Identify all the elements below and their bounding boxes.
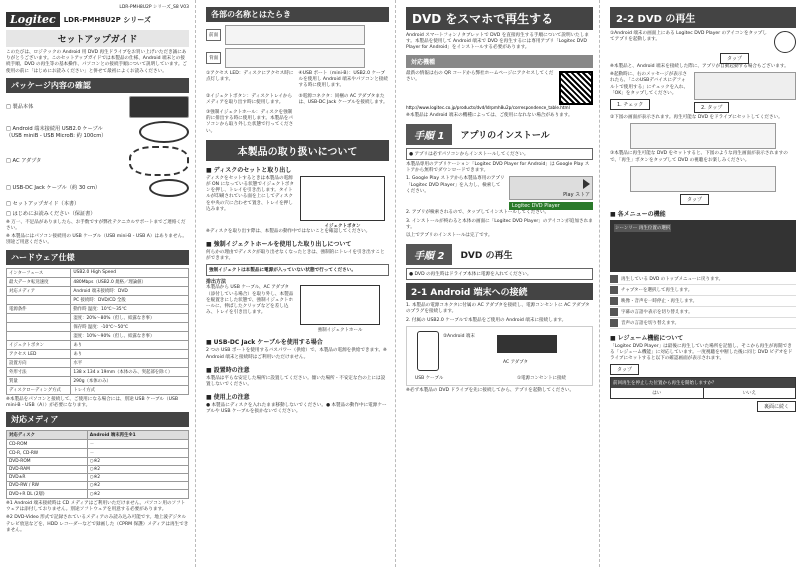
hardware-row <box>7 295 189 304</box>
continue-label: 裏面に続く <box>757 401 796 412</box>
step1-s3: 3. インストールが終わると本体の画面に「Logitec DVD Player」のアイコンが追加されます。 <box>406 218 593 230</box>
media-type: CD-ROM <box>7 440 88 449</box>
hardware-value: 水平 <box>71 358 189 367</box>
media-row <box>7 466 189 474</box>
hardware-key: イジェクトボタン <box>7 340 71 349</box>
step1-s1: 1. Google Play ストアから本製品専用のアプリ「Logitec DVD Player」を入力し、検索してください。 <box>406 176 505 194</box>
menu-label: シーンリー 再生位置の選択 <box>615 225 671 231</box>
sec21-note: ※必ず本製品の DVD ドライブを先に接続してから、アプリを起動してください。 <box>406 387 575 393</box>
player-screen-2 <box>630 166 776 192</box>
hardware-row <box>7 358 189 367</box>
column-4 <box>604 0 802 567</box>
media-type: DVD-RAM <box>7 466 88 474</box>
menu-icon <box>610 275 618 283</box>
dvd-s1b: ※本製品と、Android 端末を接続した際に、アプリが自動起動する場合もございます。 <box>610 64 789 69</box>
hardware-row <box>7 304 189 313</box>
hardware-row <box>7 313 189 322</box>
play-store-icon <box>583 179 590 189</box>
hardware-value: 保存時 温度：-10℃～50℃ <box>71 322 189 331</box>
media-support: ○※2 <box>87 482 188 490</box>
app-icon[interactable] <box>774 31 796 53</box>
resume-dialog-text: 前回再生を停止した位置から再生を開始しますか？ <box>611 378 795 388</box>
ac-adapter-image <box>129 146 189 176</box>
back-label: 背面 <box>206 52 221 64</box>
dc-cable-image <box>149 179 189 197</box>
hardware-value: あり <box>71 340 189 349</box>
os-label: 対応機種 <box>406 55 593 68</box>
player-screen-1 <box>630 123 776 149</box>
package-item: □ AC アダプタ <box>6 146 189 176</box>
hardware-key <box>7 313 71 322</box>
media-header: 対応メディア <box>6 412 189 427</box>
media-type: DVD-ROM <box>7 458 88 466</box>
drive-image <box>497 335 557 353</box>
media-type: DVD-RW / RW <box>7 482 88 490</box>
menu-row <box>610 274 796 285</box>
force-eject-image <box>300 285 380 325</box>
package-note: ※ 万一、不足品がありましたら、お手数ですが弊社テクニカルサポートまでご連絡ください。 <box>6 219 186 232</box>
hardware-key: 対応メディア <box>7 286 71 295</box>
hardware-row <box>7 340 189 349</box>
handling-header: 本製品の取り扱いについて <box>206 140 389 161</box>
menu-row <box>610 296 796 307</box>
usb-cable-image <box>139 121 189 143</box>
hardware-note: ※本製品をパソコンと接続して、ご使用になる場合には、別途 USB ケーブル（USB mini-B - USB（A））が必要になります。 <box>6 396 179 408</box>
part-desc: ④USB ポート（mini-B）：USB2.0 ケーブルを使用し Android 端末やパソコンと接続する時に使用します。 <box>298 71 388 89</box>
hardware-row <box>7 349 189 358</box>
disc-set-note: ※ディスクを取り出す際は、本製品の動作中ではないことを確認してください。 <box>206 228 371 234</box>
tap-button[interactable]: タップ <box>720 53 749 64</box>
hardware-key <box>7 322 71 331</box>
menu-icon <box>610 319 618 327</box>
step1 <box>406 124 593 145</box>
dvd-header: DVD をスマホで再生する <box>406 7 593 30</box>
media-type: DVD±R <box>7 474 88 482</box>
sec21-s1: 1. 本製品の電源コネクタに付属の AC アダプタを接続し、電源コンセントに AC アダプタのプラグを接続します。 <box>406 303 590 315</box>
menu-desc: 字幕の言語や表示を切り替えます。 <box>621 309 693 315</box>
media-row <box>7 474 189 482</box>
intro-text: このたびは、ロジテックの Android 用 DVD 再生ドライブをお買い上げいただき誠にありがとうございます。このセットアップガイドでは本製品の仕様、Android 端末との接続手順、DVD の再生等の基本操作、パソコンとの接続手順について説明しています。ご使用の前に「はじめにお読みください」と併せて最初によくお読みください。 <box>6 50 188 74</box>
tap-ok-button[interactable]: 2. タップ <box>694 102 729 113</box>
part-desc: ②イジェクトボタン：ディスクトレイからメディアを取り出す時に使用します。 <box>206 93 293 105</box>
disc-set-title: ■ ディスクのセットと取り出し <box>206 165 389 174</box>
connection-diagram <box>406 326 593 386</box>
hardware-row <box>7 286 189 295</box>
eject-button-label: イジェクトボタン <box>324 223 361 229</box>
step2-note: ● DVD の再生時はドライブ本体に電源を入れてください。 <box>406 268 593 280</box>
step1-text: 本製品専用のアプリケーション「Logitec DVD Player for Android」は Google Play ストアから無料でダウンロードできます。 <box>406 162 590 174</box>
usb-dc-text: 2 つの USB ポートを使用するバスパワー（供給）で、本製品の電源を供給できます。※ Android 端末と接続時はご利用いただけません。 <box>206 348 387 360</box>
package-item: □ セットアップガイド（本書） <box>6 200 80 207</box>
menu-screen <box>610 220 796 272</box>
package-note: ※ 本製品にはパソコン接続用の USB ケーブル（USB mini-B - USB A）はありません。別途ご用意ください。 <box>6 234 187 246</box>
hardware-row <box>7 322 189 331</box>
hardware-key: 設置方向 <box>7 358 71 367</box>
hardware-value: 290g（本体のみ） <box>71 376 189 385</box>
parts-header: 各部の名称とはたらき <box>206 7 389 22</box>
menu-icon <box>610 286 618 294</box>
no-button[interactable]: いいえ <box>742 391 756 397</box>
front-view-image <box>225 25 365 45</box>
usb-cable-label: USB ケーブル <box>415 375 444 381</box>
media-support: ○※2 <box>87 490 188 499</box>
media-table <box>6 430 189 499</box>
hardware-key: アクセス LED <box>7 349 71 358</box>
tray-image <box>300 176 385 221</box>
support-url[interactable]: http://www.logitec.co.jp/products/dvd/ldrpmh8u2p/correspondence_table.html <box>406 104 570 110</box>
hardware-key <box>7 331 71 340</box>
step1-title: アプリのインストール <box>460 131 550 142</box>
dvd-intro: Android スマートフォン / タブレットで DVD を直接再生する手順について説明いたします。本製品を使用して Android 端末で DVD を再生するには専用アプリ「Logitec DVD Player for Android」をインストールする必要があります。 <box>406 33 589 51</box>
guide-title: セットアップガイド <box>6 30 189 47</box>
force-eject-subtitle: 排出方法 <box>206 279 227 286</box>
step2 <box>406 244 593 265</box>
media-row <box>7 458 189 466</box>
media-support: ○※2 <box>87 474 188 482</box>
menu-desc: チャプターを選択して再生します。 <box>621 287 693 293</box>
back-view-image <box>225 48 365 68</box>
play-store-tile[interactable] <box>509 176 593 200</box>
step2-label: 手順 2 <box>406 244 452 265</box>
media-type: CD-R, CD-RW <box>7 449 88 458</box>
part-desc: ①アクセス LED：ディスクにアクセス時に点灯します。 <box>206 71 294 83</box>
qr-code <box>559 71 593 105</box>
force-eject-text: 何らかの理由でディスクが取り出せなくなったときは、強制的にトレイを引き出すことができます。 <box>206 250 385 262</box>
media-row <box>7 490 189 499</box>
menu-desc: 再生している DVD のトップメニューに戻ります。 <box>621 276 724 282</box>
drive-image <box>129 96 189 118</box>
step1-label: 手順 1 <box>406 124 452 145</box>
ac-adapter-label: AC アダプタ <box>503 359 528 365</box>
usage-text: ● 本製品にディスクを入れたまま移動しないでください。● 本製品の動作中に電源ケーブルや USB ケーブルを抜かないでください。 <box>206 403 387 415</box>
column-3 <box>400 0 600 567</box>
hardware-header: ハードウェア仕様 <box>6 250 189 265</box>
hardware-row <box>7 385 189 394</box>
yes-button[interactable]: はい <box>611 388 704 398</box>
hardware-value: トレイ方式 <box>71 385 189 394</box>
hardware-key: 外形寸法 <box>7 367 71 376</box>
section-2-1: 2-1 Android 端末への接続 <box>406 283 593 300</box>
part-desc: ⑤電源コネクタ：同梱の AC アダプタまたは、USB-DC Jack ケーブルを接続します。 <box>298 93 388 105</box>
package-item: □ Android 端末接続用 USB2.0 ケーブル（USB miniB - USB MicroB: 約 100cm） <box>6 121 189 143</box>
media-support: ○※2 <box>87 466 188 474</box>
hardware-value: 湿度：20%～80%（但し、結露なき事） <box>71 313 189 322</box>
resume-text: 「Logitec DVD Player」は最後に再生していた場所を記憶し、そこから再生が再開できる「レジューム機能」に対応しています。一度視聴を中断した後に同じ DVD ビデオをドライブにセットすると以下の確認画面が表示されます。 <box>610 343 793 362</box>
media-support: ○※2 <box>87 458 188 466</box>
hardware-value: PC 接続時：DVD/CD 全般 <box>71 295 189 304</box>
menu-icon <box>610 297 618 305</box>
resume-dialog <box>610 377 796 399</box>
os-text: 最新の情報は右の QR コードから弊社ホームページにアクセスしてください。 <box>406 70 554 82</box>
media-note: ※2 DVD-Video 形式で記録されているメディアのみ読み込み可能です。地上波デジタルテレビ放送などを、HDD レコーダーなどで録画した（CPRM 保護）メディアは再生できません。 <box>6 515 189 533</box>
package-item: □ はじめにお読みください（保証書） <box>6 210 96 217</box>
menu-row <box>610 285 796 296</box>
hardware-row <box>7 376 189 385</box>
dvd-s1: ①Android 端末の画面上にある Logitec DVD Player のアイコンをタップしてアプリを起動します。 <box>610 31 767 43</box>
series-code: LDR-PMH8U2P シリーズ_S8 V03 <box>119 5 189 10</box>
column-1 <box>0 0 196 567</box>
menu-row <box>610 307 796 318</box>
package-item: □ USB-DC Jack ケーブル（約 30 cm） <box>6 179 189 197</box>
hardware-value: 480Mbps（USB2.0 規格／理論値） <box>71 277 189 286</box>
section-2-2: 2-2 DVD の再生 <box>610 7 796 28</box>
force-eject-steps: 本製品から USB ケーブル、AC アダプタ（添付している場合）を取り外し、本製品を縦置きにした状態で、強制イジェクトホールに、伸ばしたクリップなどを差し込み、トレイを引き出します。 <box>206 285 294 316</box>
android-label: ②Android 端末 <box>443 333 475 339</box>
hardware-value: 138 x 134 x 19mm（本体のみ、突起部を除く） <box>71 367 189 376</box>
hardware-value: 湿度：10%～90%（但し、結露なき事） <box>71 331 189 340</box>
menu-list <box>610 274 796 329</box>
media-type: DVD+R DL (2層) <box>7 490 88 499</box>
usb-dialog-image <box>694 72 796 100</box>
check-button[interactable]: 1. チェック <box>610 99 650 110</box>
hardware-key: インターフェース <box>7 268 71 277</box>
step1-end: 以上でアプリのインストールは完了です。 <box>406 233 493 239</box>
menu-desc: 映像・音声を一時停止・再生します。 <box>621 298 698 304</box>
step2-title: DVD の再生 <box>460 251 513 262</box>
usb-dc-title: ■ USB-DC Jack ケーブルを使用する場合 <box>206 337 389 346</box>
hardware-key <box>7 295 71 304</box>
hardware-value: あり <box>71 349 189 358</box>
menu-icon <box>610 308 618 316</box>
step1-note: ● アプリは必ずパソコンからインストールしてください。 <box>406 148 593 160</box>
media-support: － <box>87 449 188 458</box>
dvd-s2: ②下図の画面が表示されます。再生可能な DVD をドライブにセットしてください。 <box>610 115 783 121</box>
media-col-disc: 対応ディスク <box>7 431 88 440</box>
placement-title: ■ 設置時の注意 <box>206 365 389 374</box>
force-eject-hole-label: 強制イジェクトホール <box>317 328 363 334</box>
package-header: パッケージ内容の確認 <box>6 78 189 93</box>
play-tap-button[interactable]: タップ <box>680 194 709 205</box>
hardware-row <box>7 367 189 376</box>
os-note: ※本製品は Android 端末の機種によっては、ご使用になれない場合があります。 <box>406 112 573 118</box>
hardware-key: 質量 <box>7 376 71 385</box>
hardware-value: USB2.0 High Speed <box>71 268 189 277</box>
step1-s2: 2. アプリが検索されるので、タップしてインストールしてください。 <box>406 210 550 216</box>
force-eject-warning: 強制イジェクトは本製品に電源が入っていない状態で行ってください。 <box>206 264 389 276</box>
hardware-key: ディスクローディング方式 <box>7 385 71 394</box>
play-store-label: Play ストア <box>563 192 590 199</box>
hardware-table <box>6 268 189 395</box>
menu-row <box>610 318 796 329</box>
hardware-row <box>7 331 189 340</box>
sec21-s2: 2. 付属の USB2.0 ケーブルで本製品をご使用の Android 端末に接続します。 <box>406 317 567 323</box>
brand-logo: Logitec <box>6 12 60 27</box>
media-support: － <box>87 440 188 449</box>
media-row <box>7 449 189 458</box>
part-desc: ③強制イジェクトホール：ディスクを強制的に排出する時に使用します。本製品をパソコンから取り外した状態で行ってください。 <box>206 110 294 134</box>
placement-text: 本製品は平らな安定した場所に設置してください。傾いた場所・不安定な台の上には設置しないでください。 <box>206 375 386 388</box>
disc-set-text: ディスクをセットするときは本製品の電源が ON になっている状態でイジェクトボタンを押し、トレイを引き出します。タイトルが印刷されている面を上にしてディスクを中央の穴に合わせて置き、トレイを押し込みます。 <box>206 175 294 212</box>
hardware-key: 最大データ転送速度 <box>7 277 71 286</box>
media-row <box>7 440 189 449</box>
app-search-bar[interactable]: Logitec DVD Player <box>509 202 593 210</box>
phone-image <box>417 331 439 371</box>
media-col-play: Android 端末再生※1 <box>87 431 188 440</box>
hardware-value: 動作時 温度：10℃～35℃ <box>71 304 189 313</box>
column-2 <box>200 0 396 567</box>
outlet-label: ①電源コンセントに接続 <box>517 375 567 381</box>
menu-desc: 音声の言語を切り替えます。 <box>621 320 680 326</box>
media-note: ※1 Android 端末接続時は CD メディアはご利用いただけません。パソコン用のソフトウェアは添付しておりません。別途ソフトウェアを用意する必要があります。 <box>6 501 186 513</box>
force-eject-title: ■ 強制イジェクトホールを使用した取り出しについて <box>206 239 389 248</box>
media-row <box>7 482 189 490</box>
usage-title: ■ 使用上の注意 <box>206 392 389 401</box>
model-name: LDR-PMH8U2P シリーズ <box>63 15 151 24</box>
hardware-row <box>7 268 189 277</box>
hardware-value: Android 端末接続時：DVD <box>71 286 189 295</box>
front-label: 前面 <box>206 29 221 41</box>
package-item: □ 製品本体 <box>6 96 189 118</box>
dvd-s3: ③本製品に再生可能な DVD をセットすると、下図のような再生画面が表示されますので、「再生」ボタンをタップして DVD の視聴をお楽しみください。 <box>610 151 788 163</box>
resume-header: ■ レジューム機能について <box>610 333 796 342</box>
dvd-s1c: ※起動時に、右のメッセージが表示されたら、「このUSBデバイスにデフォルトで使用する」にチェックを入れ、「OK」をタップしてください。 <box>610 72 689 96</box>
hardware-row <box>7 277 189 286</box>
resume-tap-button[interactable]: タップ <box>610 364 639 375</box>
menu-header: ■ 各メニューの機能 <box>610 209 796 218</box>
hardware-key: 電源条件 <box>7 304 71 313</box>
